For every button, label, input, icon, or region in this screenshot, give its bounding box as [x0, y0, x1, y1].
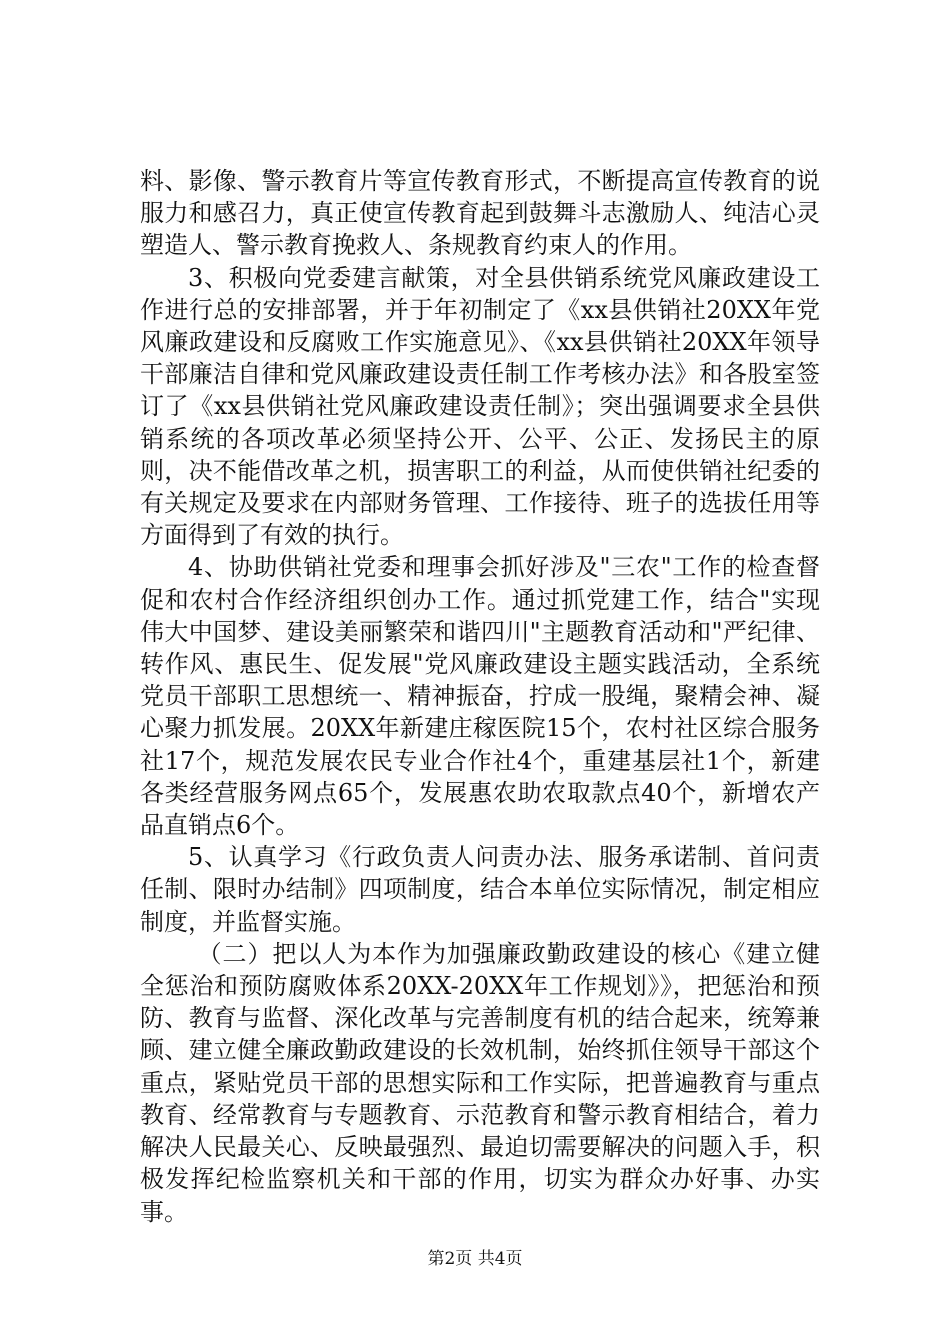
paragraph-continuation: 料、影像、警示教育片等宣传教育形式，不断提高宣传教育的说服力和感召力，真正使宣传教育起到鼓舞斗志激励人、纯洁心灵塑造人、警示教育挽救人、条规教育约束人的作用。 — [140, 167, 820, 260]
document-body — [140, 165, 820, 1228]
paragraph-item-4: 4、协助供销社党委和理事会抓好涉及"三农"工作的检查督促和农村合作经济组织创办工作。通过抓党建工作，结合"实现伟大中国梦、建设美丽繁荣和谐四川"主题教育活动和"严纪律、转作风、惠民生、促发展"党风廉政建设主题实践活动，全系统党员干部职工思想统一、精神振奋，拧成一股绳，聚精会神、凝心聚力抓发展。20XX年新建庄稼医院15个，农村社区综合服务社17个，规范发展农民专业合作社4个，重建基层社1个，新建各类经营服务网点65个，发展惠农助农取款点40个，新增农产品直销点6个。 — [140, 553, 820, 840]
paragraph-item-5: 5、认真学习《行政负责人问责办法、服务承诺制、首问责任制、限时办结制》四项制度，结合本单位实际情况，制定相应制度，并监督实施。 — [140, 843, 820, 936]
paragraph-section-2: （二）把以人为本作为加强廉政勤政建设的核心《建立健全惩治和预防腐败体系20XX-20XX年工作规划》》，把惩治和预防、教育与监督、深化改革与完善制度有机的结合起来，统筹兼顾、建立健全廉政勤政建设的长效机制，始终抓住领导干部这个重点，紧贴党员干部的思想实际和工作实际，把普遍教育与重点教育、经常教育与专题教育、示范教育和警示教育相结合，着力解决人民最关心、反映最强烈、最迫切需要解决的问题入手，积极发挥纪检监察机关和干部的作用，切实为群众办好事、办实事。 — [140, 939, 820, 1226]
page-footer: 第2页 共4页 — [427, 1249, 523, 1269]
paragraph-item-3: 3、积极向党委建言献策，对全县供销系统党风廉政建设工作进行总的安排部署，并于年初制定了《xx县供销社20XX年党风廉政建设和反腐败工作实施意见》、《xx县供销社20XX年领导干部廉洁自律和党风廉政建设责任制工作考核办法》和各股室签订了《xx县供销社党风廉政建设责任制》；突出强调要求全县供销系统的各项改革必须坚持公开、公平、公正、发扬民主的原则，决不能借改革之机，损害职工的利益，从而使供销社纪委的有关规定及要求在内部财务管理、工作接待、班子的选拔任用等方面得到了有效的执行。 — [140, 263, 820, 550]
